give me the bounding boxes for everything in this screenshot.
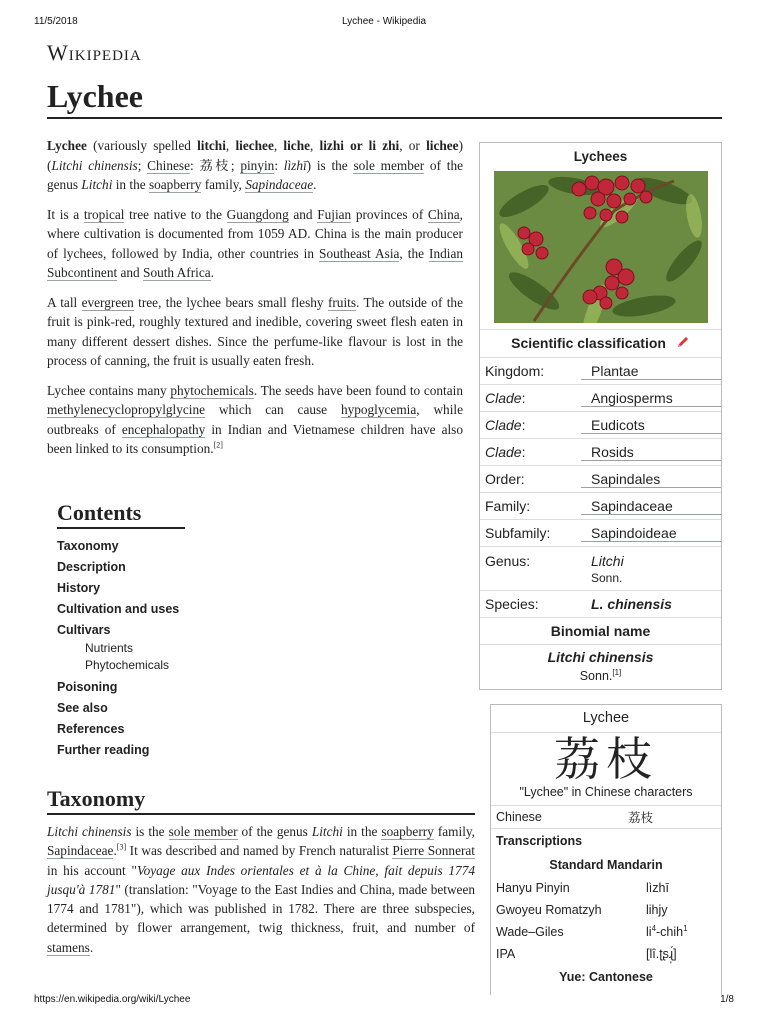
link-sole-member[interactable]: sole member (168, 824, 238, 839)
italic-term: Litchi (311, 824, 343, 839)
toc-item-nutrients[interactable]: Nutrients (85, 641, 134, 655)
standard-mandarin-heading: Standard Mandarin (549, 858, 663, 872)
text: in Indian and Vietnamese children have also been linked to its consumption. (47, 421, 463, 456)
citation-3[interactable]: [3] (116, 842, 127, 852)
text: which can cause (205, 402, 341, 417)
taxo-row-family (480, 492, 721, 519)
link-phytochemicals[interactable]: phytochemicals (170, 382, 254, 398)
italic-term: Litchi (81, 177, 113, 192)
toc-item-poisoning[interactable]: Poisoning (57, 680, 118, 694)
text: It was described and named by French naturalist (126, 843, 393, 859)
sci-heading-label: Scientific classification (511, 335, 666, 351)
bold-term: lizhi or li zhi (319, 138, 400, 153)
text: , (225, 138, 236, 153)
row-value: 荔枝 (628, 811, 654, 825)
rank-value[interactable]: Sapindoideae (581, 525, 721, 542)
link-fruits[interactable]: fruits (327, 294, 357, 310)
text: , where cultivation is documented from 1059 AD. China is the main producer of lychees, followed by India, other countries in (47, 206, 463, 261)
toc-item-further-reading[interactable]: Further reading (57, 743, 150, 757)
binomial-name: Litchi chinensis (547, 649, 654, 665)
table-of-contents (57, 500, 217, 764)
link-fujian[interactable]: Fujian (317, 206, 352, 222)
gwoyeu-romatzyh-row (491, 899, 721, 921)
text: . (113, 843, 117, 859)
scientific-classification-heading (480, 329, 721, 357)
bold-term: Lychee (47, 138, 87, 153)
text: . (210, 265, 214, 280)
rank-label: Kingdom: (485, 363, 545, 379)
text: in the (342, 824, 382, 839)
link-tropical[interactable]: tropical (83, 206, 125, 222)
text: , the (399, 245, 430, 261)
taxobox-caption: Lychees (573, 149, 628, 164)
link-sapindaceae[interactable]: Sapindaceae (47, 843, 114, 859)
text: ; (137, 157, 148, 173)
row-value (646, 925, 721, 939)
rank-value[interactable]: Plantae (581, 363, 721, 380)
text: in his account " (47, 862, 137, 878)
toc-item-cultivars[interactable]: Cultivars (57, 623, 111, 637)
taxo-row-clade-3 (480, 438, 721, 465)
row-label-link[interactable]: Hanyu Pinyin (496, 881, 570, 895)
link-hypoglycemia[interactable]: hypoglycemia (340, 402, 417, 417)
toc-item-references[interactable]: References (57, 722, 125, 736)
text: in the (112, 177, 149, 192)
tone-number: 4 (651, 923, 657, 933)
text: and (288, 206, 318, 222)
link-southeast-asia[interactable]: Southeast Asia (319, 245, 400, 261)
text: , (310, 138, 320, 153)
text: . (89, 939, 94, 955)
genus-link[interactable]: Litchi (591, 553, 624, 569)
italic-term: Litchi chinensis (47, 824, 132, 839)
toc-item-description[interactable]: Description (57, 560, 126, 574)
taxo-row-species (480, 590, 721, 617)
text: : 荔枝; (190, 157, 241, 173)
rank-label: Species: (485, 596, 539, 612)
link-methylenecyclopropylglycine[interactable]: methylenecyclopropylglycine (47, 402, 206, 417)
tone-number: 1 (683, 923, 688, 933)
text: tree, the lychee bears small fleshy (133, 294, 328, 310)
rank-value[interactable]: Eudicots (581, 417, 721, 434)
bold-term: liechee (235, 138, 274, 153)
row-value: lìzhī (646, 881, 669, 895)
row-value: lihjy (646, 903, 668, 917)
toc-item-taxonomy[interactable]: Taxonomy (57, 539, 119, 553)
clade-link[interactable]: Clade (485, 444, 522, 460)
taxo-row-genus (480, 546, 721, 590)
link-pinyin[interactable]: pinyin (240, 157, 275, 173)
text: , while outbreaks of (47, 402, 463, 437)
text: It is a (47, 206, 84, 222)
text: of the genus (237, 824, 312, 839)
hanyu-pinyin-row (491, 877, 721, 899)
text: of the genus (47, 157, 463, 192)
intro-paragraph-2 (47, 205, 463, 283)
toc-item-see-also[interactable]: See also (57, 701, 108, 715)
bold-term: lichee (426, 138, 459, 153)
text: A tall (47, 294, 82, 310)
page-title: Lychee (47, 78, 722, 119)
edit-pencil-icon[interactable] (676, 331, 690, 358)
section-heading-taxonomy: Taxonomy (47, 786, 475, 815)
binomial-name-heading: Binomial name (480, 617, 721, 644)
link-guangdong[interactable]: Guangdong (226, 206, 289, 222)
toc-item-cultivation[interactable]: Cultivation and uses (57, 602, 180, 616)
italic-title: Voyage aux Indes orientales et à la Chine, fait depuis 1774 jusqu'à 1781 (47, 862, 475, 897)
text: , (273, 138, 284, 153)
rank-value[interactable]: Sapindales (581, 471, 721, 488)
binomial-authority-line (480, 669, 721, 683)
text: and (117, 265, 144, 280)
text: : (274, 157, 284, 173)
text: . (313, 177, 317, 192)
print-date: 11/5/2018 (34, 16, 78, 27)
link-soapberry[interactable]: soapberry (381, 824, 434, 839)
row-label-link[interactable]: Wade–Giles (496, 925, 564, 939)
clade-link[interactable]: Clade (485, 417, 522, 433)
ipa-row (491, 943, 721, 965)
link-sapindaceae[interactable]: Sapindaceae (245, 177, 314, 192)
toc-item-phytochemicals[interactable]: Phytochemicals (85, 658, 170, 672)
intro-paragraph-3 (47, 293, 463, 371)
text: (variously spelled (86, 138, 198, 153)
lychee-photo-image (494, 171, 708, 323)
intro-paragraph-1 (47, 136, 463, 195)
rank-label: Family: (485, 498, 531, 514)
toc-item-history[interactable]: History (57, 581, 101, 595)
taxobox (479, 142, 722, 690)
link-south-africa[interactable]: South Africa (143, 265, 211, 280)
row-label: Chinese (496, 810, 542, 824)
link-china[interactable]: China (427, 206, 460, 222)
row-label-link[interactable]: Gwoyeu Romatzyh (496, 903, 602, 917)
article-intro (47, 136, 463, 469)
print-page-number: 1/8 (720, 994, 734, 1005)
contents-heading: Contents (57, 500, 185, 529)
chinese-box-title: Lychee (491, 705, 721, 733)
text: provinces of (351, 206, 428, 222)
link-evergreen[interactable]: evergreen (81, 294, 134, 310)
text: Lychee contains many (47, 382, 171, 398)
rank-value[interactable]: Rosids (581, 444, 721, 461)
text: -chih (656, 925, 684, 939)
print-tab-title: Lychee - Wikipedia (341, 16, 427, 27)
wikipedia-wordmark[interactable] (47, 40, 142, 66)
hanzi-caption: "Lychee" in Chinese characters (491, 785, 721, 806)
link-chinese[interactable]: Chinese (147, 157, 190, 173)
link-encephalopathy[interactable]: encephalopathy (121, 421, 206, 437)
link-sole-member[interactable]: sole member (353, 157, 425, 173)
text: is the (131, 824, 169, 839)
rank-value[interactable]: Angiosperms (581, 390, 721, 407)
clade-link[interactable]: Clade (485, 390, 522, 406)
bold-term: liche (283, 138, 310, 153)
row-label-link[interactable]: IPA (496, 947, 516, 961)
text: " (translation: "Voyage to the East Indies and China, made between 1774 and 1781"), which was published in 1782. There are three subspecies, determined by flower arrangement, twig thickness, fruit, and number of (47, 881, 475, 936)
taxo-row-clade-1 (480, 384, 721, 411)
taxo-row-order (480, 465, 721, 492)
lychee-photo[interactable] (494, 171, 708, 323)
rank-label: Clade: (485, 444, 526, 460)
link-indian-subcontinent[interactable]: Indian Subcontinent (47, 245, 464, 280)
text: family, (433, 824, 475, 839)
citation-1[interactable]: [1] (612, 667, 622, 677)
chinese-name-box (490, 704, 722, 995)
link-stamens[interactable]: stamens (47, 939, 90, 955)
text: ) is the (306, 157, 354, 173)
rank-label: Genus: (485, 553, 531, 569)
binomial-authority: Sonn. (579, 669, 613, 683)
wade-giles-row (491, 921, 721, 943)
taxo-row-clade-2 (480, 411, 721, 438)
rank-label: Order: (485, 471, 525, 487)
italic-term: Litchi chinensis (51, 157, 138, 173)
taxo-row-kingdom (480, 357, 721, 384)
wordmark-text: Wikipedia (47, 40, 142, 65)
genus-authority: Sonn. (591, 571, 623, 585)
rank-label: Clade: (485, 390, 526, 406)
rank-label: Subfamily: (485, 525, 551, 541)
link-soapberry[interactable]: soapberry (148, 177, 202, 192)
rank-label: Clade: (485, 417, 526, 433)
rank-value[interactable]: Sapindaceae (581, 498, 721, 515)
yue-cantonese-heading: Yue: Cantonese (559, 970, 653, 984)
taxo-row-subfamily (480, 519, 721, 546)
text: , or (399, 138, 427, 153)
genus-cell (581, 553, 721, 585)
intro-paragraph-4 (47, 381, 463, 459)
row-value: [lî.ʈʂɻ̩́] (646, 947, 677, 961)
link-pierre-sonnerat[interactable]: Pierre Sonnerat (392, 843, 475, 859)
chinese-row (491, 806, 721, 829)
transcriptions-heading: Transcriptions (496, 834, 583, 848)
species-value: L. chinensis (591, 596, 672, 612)
text: family, (201, 177, 246, 192)
print-url: https://en.wikipedia.org/wiki/Lychee (34, 994, 191, 1005)
text: . The outside of the fruit is pink-red, roughly textured and inedible, covering sweet flesh eaten in many different dessert dishes. Since the perfume-like flavour is lost in the process of canning, the fruit is usually eaten fresh. (47, 294, 463, 368)
text: ) ( (47, 138, 464, 173)
italic-term: lìzhī (283, 157, 307, 173)
text: . The seeds have been found to contain (253, 382, 464, 398)
text: li (646, 925, 652, 939)
citation-2[interactable]: [2] (213, 440, 223, 450)
binomial-cell (480, 644, 721, 689)
hanzi-characters: 荔枝 (554, 733, 658, 785)
taxonomy-paragraph (47, 822, 475, 957)
text: tree native to the (124, 206, 227, 222)
bold-term: litchi (197, 138, 226, 153)
